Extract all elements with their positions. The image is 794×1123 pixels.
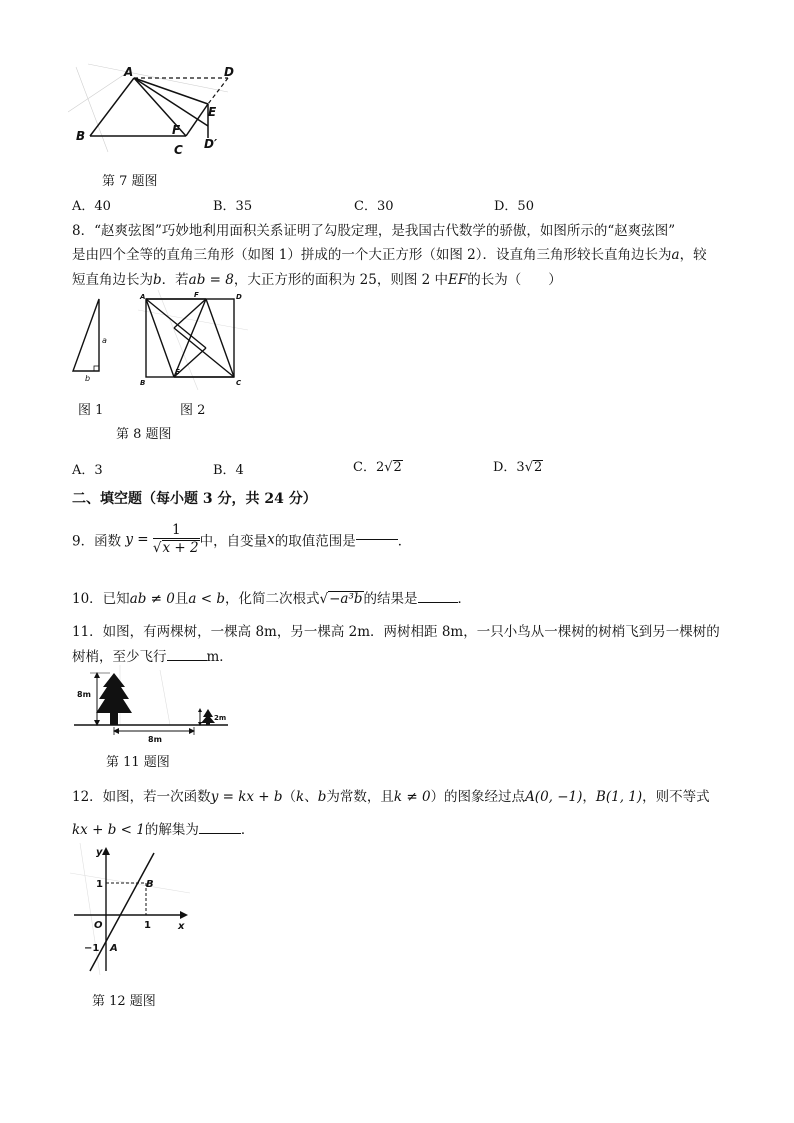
q12-label-y: y	[96, 847, 103, 858]
q11-text-line1	[72, 620, 720, 640]
q12-label-a: A	[110, 943, 118, 954]
q8-text-line1	[72, 219, 675, 239]
q8-label-a: A	[140, 293, 146, 301]
q11-line2-suffix: m．	[206, 649, 233, 665]
q12-b: b	[317, 789, 327, 805]
q9-numerator: 1	[153, 522, 200, 539]
q12-k: k	[296, 789, 305, 805]
q8-option-d	[493, 456, 543, 475]
q9-answer-blank[interactable]	[356, 539, 398, 540]
q7-caption: 第 7 题图	[102, 174, 158, 189]
q8-label-f: F	[194, 291, 199, 299]
q11-line1: 11．如图，有两棵树，一棵高 8m，另一棵高 2m．两树相距 8m，一只小鸟从一棵树的树梢飞到另一棵树的	[72, 624, 720, 640]
q10-radicand: −a³b	[329, 591, 363, 607]
q12-sep: 、	[304, 789, 318, 805]
q12-label-one-x: 1	[144, 920, 151, 931]
q8-option-b-text: B．4	[213, 463, 244, 478]
q10-end: ．	[457, 591, 471, 607]
q11-label-short: 2m	[214, 714, 227, 722]
q8-line3-c: ，大正方形的面积为 25，则图 2 中	[233, 272, 448, 288]
q12-comma: ，	[582, 789, 596, 805]
q10-radical: √−a³b	[319, 591, 363, 607]
q8-var-ef: EF	[448, 272, 468, 288]
q9-end: ．	[397, 533, 412, 550]
q11-label-tall: 8m	[77, 690, 91, 699]
q9-fraction	[153, 522, 200, 557]
q8-equation: ab = 8	[188, 272, 234, 288]
q8-line2-a: 是由四个全等的直角三角形（如图 1）拼成的一个大正方形（如图 2）．设直角三角形较长直角边长为	[72, 247, 672, 263]
q8-option-c-text: C．2	[353, 460, 385, 475]
q7-label-d: D	[224, 65, 234, 79]
q8-option-b	[213, 459, 244, 478]
q12-label-b: B	[146, 879, 154, 890]
q8-figure-1	[68, 295, 108, 387]
q7-label-b: B	[76, 129, 86, 143]
q12-paren-close: ）的图象经过点	[430, 789, 526, 805]
q10-mid: 且	[174, 591, 189, 607]
q12-figure	[70, 843, 190, 975]
q11-line2-prefix: 树梢，至少飞行	[72, 649, 167, 665]
q12-point-b: B(1, 1)	[595, 789, 643, 805]
q10-cond2: a < b	[188, 591, 225, 607]
q9-prefix: 9．函数	[72, 533, 122, 550]
q12-paren: （	[282, 789, 297, 805]
q8-label-b: B	[140, 379, 146, 387]
q12-label-one-y: 1	[96, 879, 103, 890]
q8-label-d: D	[236, 293, 242, 301]
q8-label-side-b: b	[85, 374, 91, 383]
q8-text-line2	[72, 243, 707, 263]
q12-ineq: kx + b < 1	[72, 822, 145, 838]
q12-kne: k ≠ 0	[393, 789, 431, 805]
q8-option-c	[353, 456, 403, 475]
q9-suffix2: 的取值范围是	[274, 533, 356, 550]
q12-label-x: x	[178, 921, 185, 932]
q9-var: x	[267, 531, 275, 548]
q8-line3-b: ．若	[161, 272, 189, 288]
q8-var-a: a	[671, 247, 680, 263]
q12-cond: 为常数，且	[326, 789, 394, 805]
q7-label-dprime: D′	[204, 137, 218, 151]
q8-label-side-a: a	[102, 336, 107, 345]
q12-answer-blank[interactable]	[199, 833, 241, 834]
q7-option-d: D．50	[494, 199, 534, 214]
q8-option-a-text: A．3	[72, 463, 103, 478]
q8-caption: 第 8 题图	[116, 427, 172, 442]
q12-text-line2	[72, 818, 254, 838]
q12-tail: ，则不等式	[642, 789, 710, 805]
q12-label-o: O	[94, 920, 103, 931]
q8-var-b: b	[153, 272, 162, 288]
q11-figure	[70, 665, 232, 745]
q8-option-d-text: D．3	[493, 460, 525, 475]
q9-line	[72, 522, 411, 557]
q12-func: y = kx + b	[210, 789, 283, 805]
q9-denominator: x + 2	[162, 540, 199, 556]
q8-label-c: C	[236, 379, 242, 387]
q8-option-d-radical: √2	[524, 460, 543, 475]
q8-figure-2-label: 图 2	[180, 403, 206, 418]
q10-prefix: 10．已知	[72, 591, 130, 607]
q8-label-e: E	[175, 368, 180, 376]
q12-point-a: A(0, −1)	[525, 789, 583, 805]
q10-mid2: ，化简二次根式	[224, 591, 320, 607]
q7-label-c: C	[174, 143, 183, 157]
q7-label-f: F	[172, 123, 181, 137]
q10-suffix: 的结果是	[363, 591, 418, 607]
q12-label-neg1: −1	[84, 943, 100, 954]
q11-caption: 第 11 题图	[106, 755, 170, 770]
q12-caption: 第 12 题图	[92, 994, 156, 1009]
q8-option-c-radicand: 2	[393, 460, 402, 475]
q7-figure	[68, 62, 248, 162]
q8-option-a	[72, 459, 103, 478]
q7-option-b: B．35	[213, 199, 253, 214]
q9-yeq: y =	[125, 531, 149, 548]
q12-line2-end: ．	[240, 822, 255, 838]
q8-option-c-radical: √2	[384, 460, 402, 475]
q7-option-a: A．40	[72, 199, 111, 214]
q7-option-c: C．30	[354, 199, 394, 214]
q12-text-line1	[72, 785, 710, 805]
q11-answer-blank[interactable]	[167, 660, 207, 661]
q10-answer-blank[interactable]	[418, 602, 458, 603]
q9-suffix: 中，自变量	[199, 533, 268, 550]
q8-option-d-radicand: 2	[534, 460, 543, 475]
q8-line2-b: ，较	[679, 247, 707, 263]
q8-figure-1-label: 图 1	[78, 403, 104, 418]
q12-line2-suffix: 的解集为	[144, 822, 199, 838]
q11-label-dist: 8m	[148, 735, 162, 744]
q12-prefix: 12．如图，若一次函数	[72, 789, 211, 805]
section-title: 二、填空题（每小题 3 分，共 24 分）	[72, 491, 317, 507]
q8-figure-2	[138, 290, 248, 390]
q8-text-line3	[72, 268, 562, 288]
q11-text-line2	[72, 645, 233, 665]
q9-denominator-wrap: √x + 2	[152, 540, 199, 556]
q7-label-a: A	[124, 65, 134, 79]
q8-line3-a: 短直角边长为	[72, 272, 153, 288]
q7-label-e: E	[208, 105, 217, 119]
q10-line	[72, 587, 471, 607]
q8-line1: 8．“赵爽弦图”巧妙地利用面积关系证明了勾股定理，是我国古代数学的骄傲，如图所示的“赵爽弦图”	[72, 223, 676, 239]
q8-line3-d: 的长为（ ）	[467, 272, 562, 288]
q10-cond1: ab ≠ 0	[129, 591, 175, 607]
